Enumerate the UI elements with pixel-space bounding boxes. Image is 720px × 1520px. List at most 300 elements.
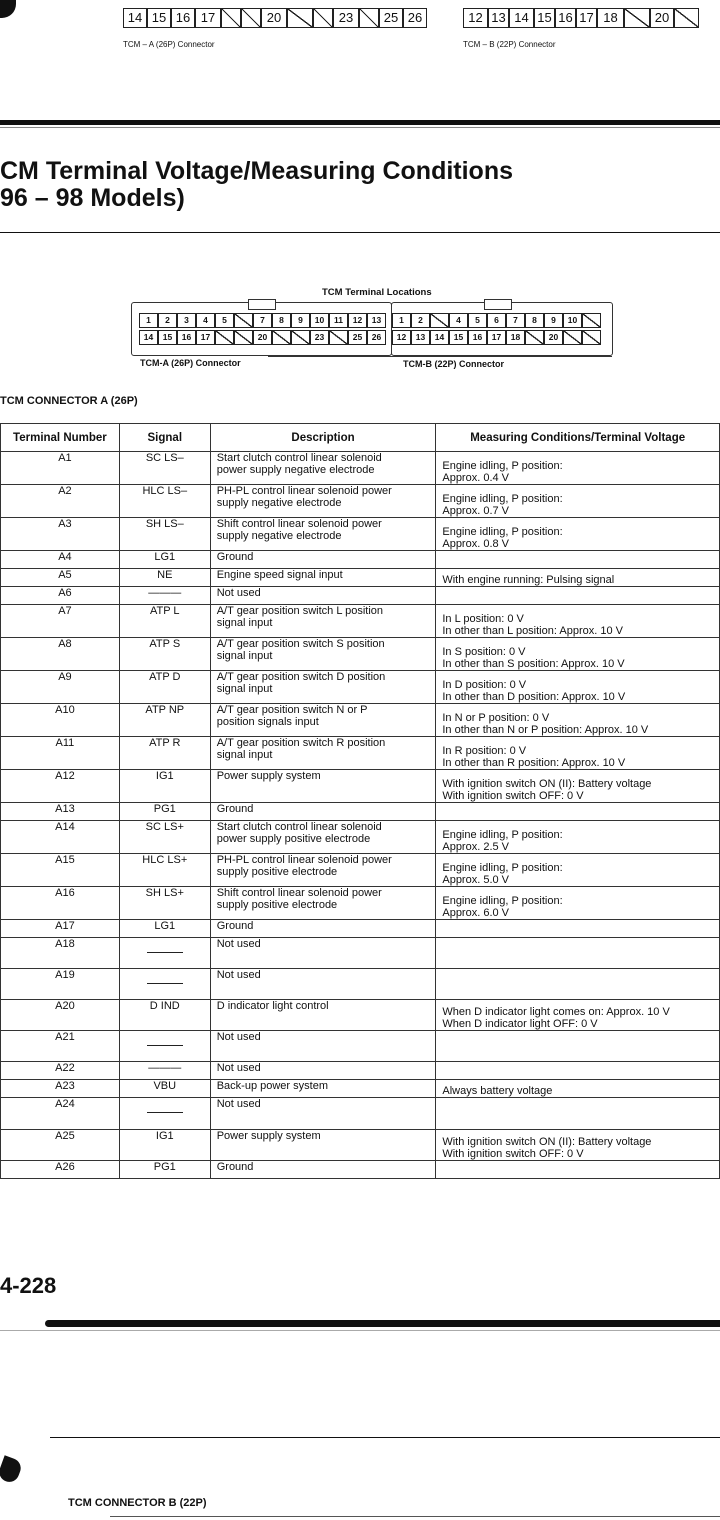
signal-name: NE (119, 569, 210, 587)
table-row (1, 803, 720, 821)
terminal-number: A23 (1, 1080, 120, 1098)
measuring-conditions (436, 671, 720, 704)
description-line: Not used (216, 938, 261, 950)
terminal-location-cell (234, 330, 253, 345)
connector-a-latch (248, 299, 276, 310)
terminal-location-cell: 13 (411, 330, 430, 345)
description-line: Ground (216, 551, 254, 563)
table-row (1, 737, 720, 770)
terminal-number: A17 (1, 920, 120, 938)
table-row (1, 887, 720, 920)
terminal-location-cell: 14 (430, 330, 449, 345)
description (210, 920, 436, 938)
terminal-location-cell: 11 (329, 313, 348, 328)
measuring-conditions (436, 1062, 720, 1080)
signal-name: PG1 (119, 1161, 210, 1179)
description (210, 671, 436, 704)
description-line: signal input (216, 617, 273, 629)
measurement-line: With ignition switch OFF: 0 V (442, 790, 584, 802)
top-connector-diagram (0, 0, 720, 60)
description-line: signal input (216, 650, 273, 662)
terminal-number: A19 (1, 969, 120, 1000)
table-row (1, 551, 720, 569)
table-row (1, 854, 720, 887)
description (210, 452, 436, 485)
terminal-number: A26 (1, 1161, 120, 1179)
description-line: power supply negative electrode (216, 464, 375, 476)
terminal-location-cell: 2 (411, 313, 430, 328)
blank-signal-line (147, 1102, 183, 1113)
measurement-line: In other than R position: Approx. 10 V (442, 757, 626, 769)
terminal-location-cell (582, 330, 601, 345)
measurement-line: In D position: 0 V (442, 679, 527, 691)
measuring-conditions (436, 821, 720, 854)
top-connector-a-cell (221, 8, 241, 28)
description-line: D indicator light control (216, 1000, 329, 1012)
top-connector-b-cell: 20 (650, 8, 674, 28)
table-row (1, 605, 720, 638)
terminal-location-cell: 26 (367, 330, 386, 345)
terminal-location-cell: 16 (177, 330, 196, 345)
measuring-conditions (436, 587, 720, 605)
section-title-line1: CM Terminal Voltage/Measuring Conditions (0, 157, 514, 185)
signal-name: PG1 (119, 803, 210, 821)
header-description: Description (210, 424, 436, 452)
description (210, 569, 436, 587)
signal-name: VBU (119, 1080, 210, 1098)
terminal-location-cell: 13 (367, 313, 386, 328)
terminal-location-cell: 4 (196, 313, 215, 328)
section-title-line2: 96 – 98 Models) (0, 184, 185, 212)
terminal-location-cell (430, 313, 449, 328)
terminal-number: A16 (1, 887, 120, 920)
blank-signal-line (147, 973, 183, 984)
description-line: signal input (216, 683, 273, 695)
signal-name (119, 1031, 210, 1062)
terminal-location-cell: 9 (291, 313, 310, 328)
page-number: 4-228 (0, 1273, 57, 1298)
table-row (1, 1031, 720, 1062)
terminal-number: A11 (1, 737, 120, 770)
top-connector-a-cell: 20 (261, 8, 287, 28)
description-line: A/T gear position switch S position (216, 638, 385, 650)
divider-bottom-thin (0, 1330, 720, 1331)
measuring-conditions (436, 551, 720, 569)
top-connector-a-cell (313, 8, 333, 28)
description-line: Not used (216, 587, 261, 599)
measurement-line: With engine running: Pulsing signal (442, 574, 615, 586)
description (210, 737, 436, 770)
signal-name (119, 969, 210, 1000)
description (210, 1080, 436, 1098)
terminal-number: A13 (1, 803, 120, 821)
measurement-line: Always battery voltage (442, 1085, 553, 1097)
top-connector-b-cell: 12 (463, 8, 488, 28)
table-row (1, 518, 720, 551)
terminal-location-cell: 5 (215, 313, 234, 328)
description (210, 704, 436, 737)
description (210, 1130, 436, 1161)
signal-name (119, 1098, 210, 1130)
terminal-location-cell: 23 (310, 330, 329, 345)
divider-top (0, 120, 720, 125)
terminal-number: A9 (1, 671, 120, 704)
connector-a-row2 (139, 330, 386, 345)
signal-name: LG1 (119, 920, 210, 938)
description (210, 803, 436, 821)
table-row (1, 821, 720, 854)
terminal-number: A7 (1, 605, 120, 638)
signal-name: LG1 (119, 551, 210, 569)
measuring-conditions (436, 485, 720, 518)
blank-signal-line (147, 1035, 183, 1046)
measuring-conditions (436, 737, 720, 770)
description (210, 821, 436, 854)
divider-lower (50, 1437, 720, 1438)
terminal-location-cell: 15 (158, 330, 177, 345)
terminal-number: A18 (1, 938, 120, 969)
measurement-line: Approx. 2.5 V (442, 841, 510, 853)
terminal-location-cell: 3 (177, 313, 196, 328)
terminal-location-cell: 20 (253, 330, 272, 345)
description-line: power supply positive electrode (216, 833, 371, 845)
measurement-line: In other than L position: Approx. 10 V (442, 625, 623, 637)
description-line: Start clutch control linear solenoid (216, 821, 382, 833)
terminal-location-cell (291, 330, 310, 345)
left-bullet-bottom (0, 1455, 24, 1484)
description-line: Shift control linear solenoid power (216, 887, 382, 899)
header-measuring-conditions: Measuring Conditions/Terminal Voltage (436, 424, 720, 452)
terminal-location-cell (582, 313, 601, 328)
top-connector-b-cell: 15 (534, 8, 555, 28)
measurement-line: Approx. 5.0 V (442, 874, 510, 886)
connector-a-heading: TCM CONNECTOR A (26P) (0, 395, 138, 407)
description-line: supply positive electrode (216, 899, 338, 911)
table-row (1, 920, 720, 938)
table-b-top-edge (110, 1516, 720, 1517)
connector-b-heading: TCM CONNECTOR B (22P) (68, 1497, 207, 1509)
terminal-location-cell: 14 (139, 330, 158, 345)
signal-name: SC LS+ (119, 821, 210, 854)
terminal-location-cell: 5 (468, 313, 487, 328)
description (210, 551, 436, 569)
header-signal: Signal (119, 424, 210, 452)
measurement-line: With ignition switch OFF: 0 V (442, 1148, 584, 1160)
top-connector-b-cell: 14 (509, 8, 534, 28)
measurement-line: Approx. 6.0 V (442, 907, 510, 919)
signal-name: HLC LS– (119, 485, 210, 518)
description (210, 1031, 436, 1062)
top-connector-b-cell: 17 (576, 8, 597, 28)
measurement-line: In R position: 0 V (442, 745, 527, 757)
description (210, 638, 436, 671)
measurement-line: When D indicator light OFF: 0 V (442, 1018, 598, 1030)
terminal-location-cell (563, 330, 582, 345)
measurement-line: Approx. 0.4 V (442, 472, 510, 484)
description-line: Power supply system (216, 1130, 321, 1142)
measurement-line: In other than N or P position: Approx. 10 V (442, 724, 649, 736)
top-connector-a-cell (241, 8, 261, 28)
terminal-number: A2 (1, 485, 120, 518)
measuring-conditions (436, 1031, 720, 1062)
measurement-line: Engine idling, P position: (442, 493, 563, 505)
measuring-conditions (436, 770, 720, 803)
description (210, 1000, 436, 1031)
measurement-line: With ignition switch ON (II): Battery voltage (442, 1136, 652, 1148)
measurement-line: When D indicator light comes on: Approx. 10 V (442, 1006, 670, 1018)
terminal-number: A24 (1, 1098, 120, 1130)
connector-b-row2 (392, 330, 601, 345)
signal-name: SC LS– (119, 452, 210, 485)
title-underline (0, 232, 720, 233)
measuring-conditions (436, 920, 720, 938)
table-row (1, 1000, 720, 1031)
terminal-number: A22 (1, 1062, 120, 1080)
measurement-line: In other than D position: Approx. 10 V (442, 691, 626, 703)
terminal-location-cell: 15 (449, 330, 468, 345)
description-line: Shift control linear solenoid power (216, 518, 382, 530)
top-connector-b-cell: 13 (488, 8, 509, 28)
terminal-location-cell: 20 (544, 330, 563, 345)
measuring-conditions (436, 1098, 720, 1130)
description (210, 854, 436, 887)
locations-title: TCM Terminal Locations (322, 287, 432, 298)
signal-name: ATP L (119, 605, 210, 638)
measuring-conditions (436, 1161, 720, 1179)
table-row (1, 569, 720, 587)
terminal-location-cell: 12 (392, 330, 411, 345)
blank-signal-line (147, 942, 183, 953)
top-caption-b: TCM – B (22P) Connector (463, 40, 556, 49)
measurement-line: In other than S position: Approx. 10 V (442, 658, 625, 670)
description-line: A/T gear position switch N or P (216, 704, 368, 716)
signal-name: ATP D (119, 671, 210, 704)
description (210, 1161, 436, 1179)
measuring-conditions (436, 452, 720, 485)
description-line: Engine speed signal input (216, 569, 343, 581)
terminal-number: A20 (1, 1000, 120, 1031)
measurement-line: In L position: 0 V (442, 613, 524, 625)
description-line: Power supply system (216, 770, 321, 782)
measuring-conditions (436, 887, 720, 920)
description-line: Not used (216, 1062, 261, 1074)
divider-bottom (45, 1320, 720, 1327)
terminal-number: A25 (1, 1130, 120, 1161)
table-row (1, 1098, 720, 1130)
description-line: Start clutch control linear solenoid (216, 452, 382, 464)
description (210, 587, 436, 605)
description-line: supply positive electrode (216, 866, 338, 878)
connector-b-latch (484, 299, 512, 310)
signal-name: ATP NP (119, 704, 210, 737)
description (210, 969, 436, 1000)
terminal-location-cell: 16 (468, 330, 487, 345)
description-line: Not used (216, 969, 261, 981)
table-row (1, 587, 720, 605)
measuring-conditions (436, 969, 720, 1000)
terminal-location-cell: 6 (487, 313, 506, 328)
terminal-number: A4 (1, 551, 120, 569)
measuring-conditions (436, 1000, 720, 1031)
connector-b-outline (391, 302, 613, 356)
description (210, 605, 436, 638)
terminal-location-cell: 18 (506, 330, 525, 345)
header-terminal-number: Terminal Number (1, 424, 120, 452)
top-left-bullet (0, 0, 16, 18)
measurement-line: Engine idling, P position: (442, 829, 563, 841)
top-connector-a-row (123, 8, 427, 28)
terminal-location-cell: 7 (506, 313, 525, 328)
terminal-voltage-table (0, 423, 720, 1179)
terminal-location-cell (215, 330, 234, 345)
divider-top-thin (0, 127, 720, 128)
terminal-location-cell: 10 (310, 313, 329, 328)
signal-name: ——— (119, 1062, 210, 1080)
table-row (1, 770, 720, 803)
terminal-number: A10 (1, 704, 120, 737)
table-row (1, 969, 720, 1000)
description (210, 938, 436, 969)
table-header-row (1, 424, 720, 452)
terminal-location-cell: 4 (449, 313, 468, 328)
description-line: Ground (216, 803, 254, 815)
measuring-conditions (436, 1130, 720, 1161)
measuring-conditions (436, 704, 720, 737)
measuring-conditions (436, 938, 720, 969)
description-line: A/T gear position switch R position (216, 737, 386, 749)
description (210, 770, 436, 803)
table-row (1, 1080, 720, 1098)
terminal-location-cell (525, 330, 544, 345)
measuring-conditions (436, 518, 720, 551)
description (210, 887, 436, 920)
table-row (1, 1161, 720, 1179)
description-line: Not used (216, 1031, 261, 1043)
measuring-conditions (436, 605, 720, 638)
measurement-line: Approx. 0.8 V (442, 538, 510, 550)
measurement-line: Engine idling, P position: (442, 862, 563, 874)
top-connector-a-cell: 17 (195, 8, 221, 28)
measurement-line: In N or P position: 0 V (442, 712, 550, 724)
table-row (1, 485, 720, 518)
terminal-locations-diagram (0, 280, 720, 380)
locations-caption-a: TCM-A (26P) Connector (140, 358, 241, 368)
signal-name (119, 938, 210, 969)
terminal-number: A14 (1, 821, 120, 854)
table-row (1, 1130, 720, 1161)
locations-caption-b: TCM-B (22P) Connector (403, 359, 504, 369)
measuring-conditions (436, 638, 720, 671)
description-line: PH-PL control linear solenoid power (216, 854, 392, 866)
table-row (1, 671, 720, 704)
signal-name: SH LS+ (119, 887, 210, 920)
description-line: Ground (216, 1161, 254, 1173)
terminal-location-cell: 9 (544, 313, 563, 328)
signal-name: IG1 (119, 1130, 210, 1161)
signal-name: IG1 (119, 770, 210, 803)
description-line: Ground (216, 920, 254, 932)
terminal-location-cell (329, 330, 348, 345)
table-row (1, 1062, 720, 1080)
terminal-location-cell: 8 (272, 313, 291, 328)
terminal-number: A1 (1, 452, 120, 485)
terminal-number: A21 (1, 1031, 120, 1062)
terminal-location-cell: 10 (563, 313, 582, 328)
description-line: signal input (216, 749, 273, 761)
terminal-location-cell: 1 (392, 313, 411, 328)
top-connector-a-cell: 23 (333, 8, 359, 28)
measurement-line: Engine idling, P position: (442, 895, 563, 907)
measurement-line: With ignition switch ON (II): Battery voltage (442, 778, 652, 790)
description-line: supply negative electrode (216, 530, 342, 542)
description (210, 485, 436, 518)
table-row (1, 452, 720, 485)
signal-name: HLC LS+ (119, 854, 210, 887)
top-connector-b-cell (674, 8, 699, 28)
measurement-line: Approx. 0.7 V (442, 505, 510, 517)
terminal-number: A5 (1, 569, 120, 587)
top-connector-a-cell: 26 (403, 8, 427, 28)
signal-name: SH LS– (119, 518, 210, 551)
top-connector-b-cell: 16 (555, 8, 576, 28)
top-connector-a-cell: 16 (171, 8, 195, 28)
top-connector-b-row (463, 8, 699, 28)
description (210, 518, 436, 551)
signal-name: ATP R (119, 737, 210, 770)
description-line: position signals input (216, 716, 319, 728)
connector-a-row1 (139, 313, 386, 328)
description-line: A/T gear position switch D position (216, 671, 386, 683)
signal-name: D IND (119, 1000, 210, 1031)
terminal-location-cell (272, 330, 291, 345)
table-row (1, 938, 720, 969)
top-connector-a-cell: 15 (147, 8, 171, 28)
terminal-location-cell: 7 (253, 313, 272, 328)
connector-a-outline (131, 302, 392, 356)
signal-name: ATP S (119, 638, 210, 671)
top-connector-a-cell (359, 8, 379, 28)
table-row (1, 704, 720, 737)
terminal-location-cell: 8 (525, 313, 544, 328)
description-line: supply negative electrode (216, 497, 342, 509)
description-line: Back-up power system (216, 1080, 328, 1092)
terminal-location-cell: 1 (139, 313, 158, 328)
measuring-conditions (436, 803, 720, 821)
measurement-line: In S position: 0 V (442, 646, 526, 658)
top-caption-a: TCM – A (26P) Connector (123, 40, 215, 49)
terminal-number: A6 (1, 587, 120, 605)
measurement-line: Engine idling, P position: (442, 526, 563, 538)
terminal-number: A15 (1, 854, 120, 887)
top-connector-b-cell: 18 (597, 8, 624, 28)
top-connector-a-cell: 14 (123, 8, 147, 28)
description-line: PH-PL control linear solenoid power (216, 485, 392, 497)
measuring-conditions (436, 569, 720, 587)
terminal-location-cell: 12 (348, 313, 367, 328)
measuring-conditions (436, 1080, 720, 1098)
table-row (1, 638, 720, 671)
terminal-number: A12 (1, 770, 120, 803)
terminal-number: A3 (1, 518, 120, 551)
measuring-conditions (436, 854, 720, 887)
terminal-location-cell: 17 (196, 330, 215, 345)
terminal-location-cell: 25 (348, 330, 367, 345)
description-line: Not used (216, 1098, 261, 1110)
terminal-location-cell: 2 (158, 313, 177, 328)
terminal-location-cell (234, 313, 253, 328)
top-connector-a-cell (287, 8, 313, 28)
description (210, 1098, 436, 1130)
